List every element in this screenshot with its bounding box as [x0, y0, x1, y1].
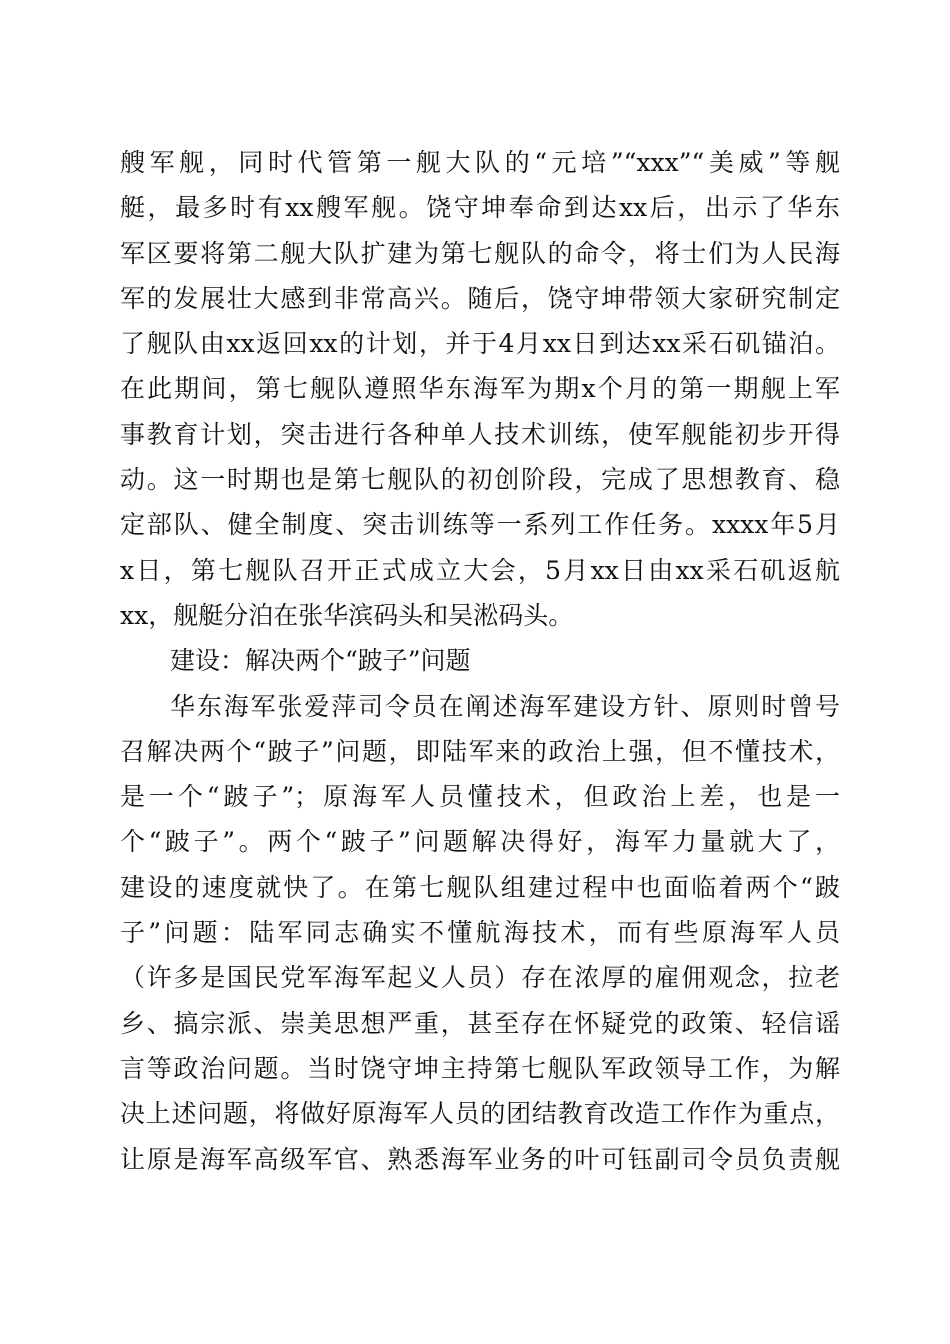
- text-line: 事教育计划，突击进行各种单人技术训练，使军舰能初步开得: [120, 419, 840, 449]
- text-line: 子”问题：陆军同志确实不懂航海技术，而有些原海军人员: [120, 918, 840, 948]
- text-line: 让原是海军高级军官、熟悉海军业务的叶可钰副司令员负责舰: [120, 1144, 840, 1174]
- body-text: [120, 140, 840, 1182]
- text-line: 决上述问题，将做好原海军人员的团结教育改造工作作为重点，: [120, 1099, 840, 1129]
- text-line: （许多是国民党军海军起义人员）存在浓厚的雇佣观念，拉老: [120, 963, 840, 993]
- text-line: 了舰队由xx返回xx的计划，并于4月xx日到达xx采石矶锚泊。: [120, 329, 840, 359]
- text-line: 在此期间，第七舰队遵照华东海军为期x个月的第一期舰上军: [120, 374, 840, 404]
- text-line: 艇，最多时有xx艘军舰。饶守坤奉命到达xx后，出示了华东: [120, 193, 840, 223]
- text-line: 召解决两个“跛子”问题，即陆军来的政治上强，但不懂技术，: [120, 736, 840, 766]
- section-heading: 建设：解决两个“跛子”问题: [170, 646, 471, 676]
- text-line: 艘军舰，同时代管第一舰大队的“元培”“xxx”“美威”等舰: [120, 148, 840, 177]
- text-line: 个“跛子”。两个“跛子”问题解决得好，海军力量就大了，: [120, 827, 840, 857]
- text-line: 军的发展壮大感到非常高兴。随后，饶守坤带领大家研究制定: [120, 283, 840, 313]
- text-line: 定部队、健全制度、突击训练等一系列工作任务。xxxx年5月: [120, 510, 840, 540]
- text-line: 乡、搞宗派、崇美思想严重，甚至存在怀疑党的政策、轻信谣: [120, 1008, 840, 1038]
- text-line: 动。这一时期也是第七舰队的初创阶段，完成了思想教育、稳: [120, 465, 840, 495]
- text-line: x日，第七舰队召开正式成立大会，5月xx日由xx采石矶返航: [120, 555, 840, 585]
- text-line: 是一个“跛子”；原海军人员懂技术，但政治上差，也是一: [120, 782, 840, 812]
- text-line: 军区要将第二舰大队扩建为第七舰队的命令，将士们为人民海: [120, 238, 840, 268]
- text-line: 建设的速度就快了。在第七舰队组建过程中也面临着两个“跛: [120, 872, 840, 902]
- text-line: 言等政治问题。当时饶守坤主持第七舰队军政领导工作，为解: [120, 1053, 840, 1083]
- text-line: 华东海军张爱萍司令员在阐述海军建设方针、原则时曾号: [170, 691, 840, 721]
- text-line: xx，舰艇分泊在张华滨码头和吴淞码头。: [120, 600, 574, 630]
